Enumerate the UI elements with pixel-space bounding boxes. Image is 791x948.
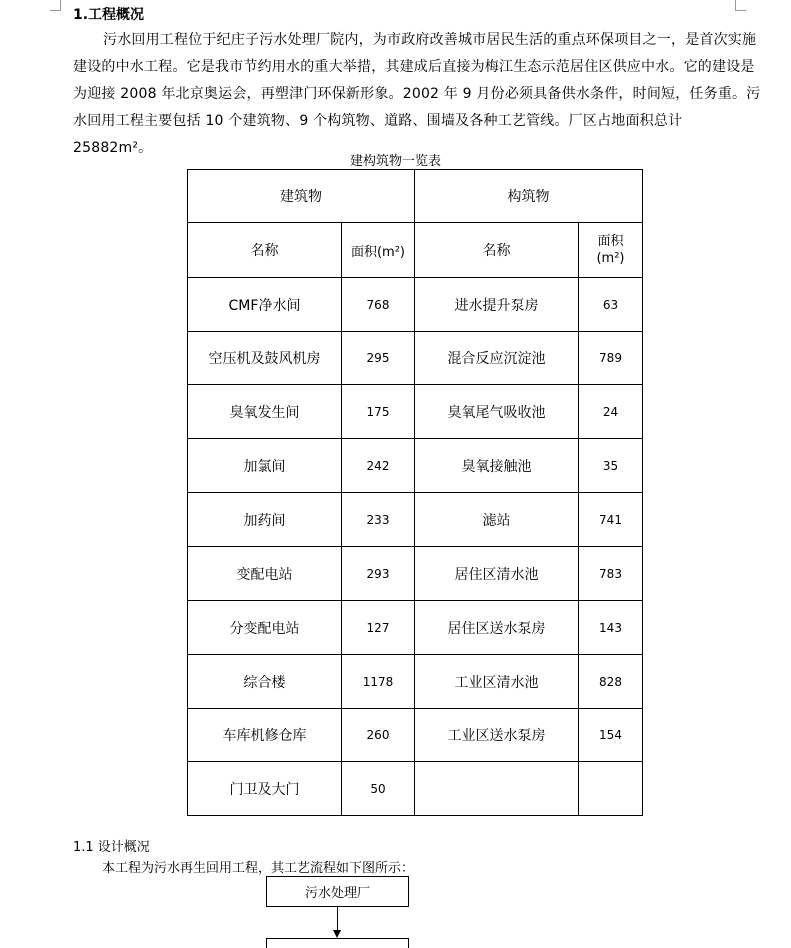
building-name-cell: 变配电站 (188, 547, 342, 601)
building-area-cell: 242 (342, 439, 415, 493)
table-sub-header-row (188, 223, 643, 278)
structure-area-cell: 63 (579, 278, 643, 332)
building-area-cell: 293 (342, 547, 415, 601)
structure-area-cell: 789 (579, 332, 643, 385)
structure-name-cell: 臭氧尾气吸收池 (415, 385, 579, 439)
table-row (188, 439, 643, 493)
building-name-cell: 综合楼 (188, 655, 342, 709)
structure-name-cell: 居住区清水池 (415, 547, 579, 601)
table-caption: 建构筑物一览表 (349, 154, 441, 169)
structure-name-cell: 居住区送水泵房 (415, 601, 579, 655)
table-row (188, 601, 643, 655)
table-row (188, 278, 643, 332)
table-row (188, 385, 643, 439)
structure-name-cell: 工业区清水池 (415, 655, 579, 709)
structure-area-cell: 24 (579, 385, 643, 439)
design-text: 本工程为污水再生回用工程，其工艺流程如下图所示： (102, 861, 415, 876)
structure-name-cell: 滤站 (415, 493, 579, 547)
structure-name-cell: 工业区送水泵房 (415, 709, 579, 762)
building-name-cell: 分变配电站 (188, 601, 342, 655)
building-area-cell: 127 (342, 601, 415, 655)
building-area-header: 面积(m²) (342, 223, 415, 278)
building-area-cell: 50 (342, 762, 415, 816)
structure-name-header: 名称 (415, 223, 579, 278)
structure-area-cell: 35 (579, 439, 643, 493)
flow-box-sewage-plant: 污水处理厂 (266, 876, 409, 907)
table-row (188, 709, 643, 762)
structure-area-cell: 154 (579, 709, 643, 762)
building-area-cell: 175 (342, 385, 415, 439)
table-row (188, 547, 643, 601)
flow-box-next (266, 938, 409, 948)
table-row (188, 655, 643, 709)
building-area-cell: 233 (342, 493, 415, 547)
building-name-header: 名称 (188, 223, 342, 278)
structures-header: 构筑物 (415, 170, 643, 223)
building-area-cell: 260 (342, 709, 415, 762)
building-name-cell: 空压机及鼓风机房 (188, 332, 342, 385)
building-area-cell: 768 (342, 278, 415, 332)
structure-area-cell: 143 (579, 601, 643, 655)
building-name-cell: 门卫及大门 (188, 762, 342, 816)
table-group-header-row (188, 170, 643, 223)
buildings-header: 建筑物 (188, 170, 415, 223)
building-name-cell: 加药间 (188, 493, 342, 547)
building-area-cell: 295 (342, 332, 415, 385)
building-name-cell: 加氯间 (188, 439, 342, 493)
building-name-cell: 车库机修仓库 (188, 709, 342, 762)
table-row (188, 332, 643, 385)
structures-table (187, 169, 643, 816)
flow-connector (337, 907, 338, 932)
building-area-cell: 1178 (342, 655, 415, 709)
building-name-cell: CMF净水间 (188, 278, 342, 332)
structure-name-cell: 混合反应沉淀池 (415, 332, 579, 385)
building-name-cell: 臭氧发生间 (188, 385, 342, 439)
structure-area-cell: 741 (579, 493, 643, 547)
structure-area-cell: 783 (579, 547, 643, 601)
flow-arrow-down-icon (333, 930, 341, 938)
structure-name-cell (415, 762, 579, 816)
design-heading: 1.1 设计概况 (73, 840, 150, 855)
table-row (188, 493, 643, 547)
structure-area-header: 面积(m²) (579, 223, 643, 278)
structure-area-cell (579, 762, 643, 816)
structure-area-cell: 828 (579, 655, 643, 709)
structure-name-cell: 臭氧接触池 (415, 439, 579, 493)
section-heading: 1.工程概况 (73, 7, 145, 23)
page-corner-mark-left (50, 0, 61, 11)
structure-name-cell: 进水提升泵房 (415, 278, 579, 332)
overview-paragraph: 污水回用工程位于纪庄子污水处理厂院内，为市政府改善城市居民生活的重点环保项目之一，是首次实施建设的中水工程。它是我市节约用水的重大举措，其建成后直接为梅江生态示范居住区供应中水。它的建设是为迎接 2008 年北京奥运会，再塑津门环保新形象。2002 年 9 月份必须具备供水条件，时间短，任务重。污水回用工程主要包括 10 个建筑物、9 个构筑物、道路、围墙及各种工艺管线。厂区占地面积总计 25882m²。 (73, 32, 761, 156)
table-row (188, 762, 643, 816)
page-corner-mark-right (735, 0, 746, 11)
